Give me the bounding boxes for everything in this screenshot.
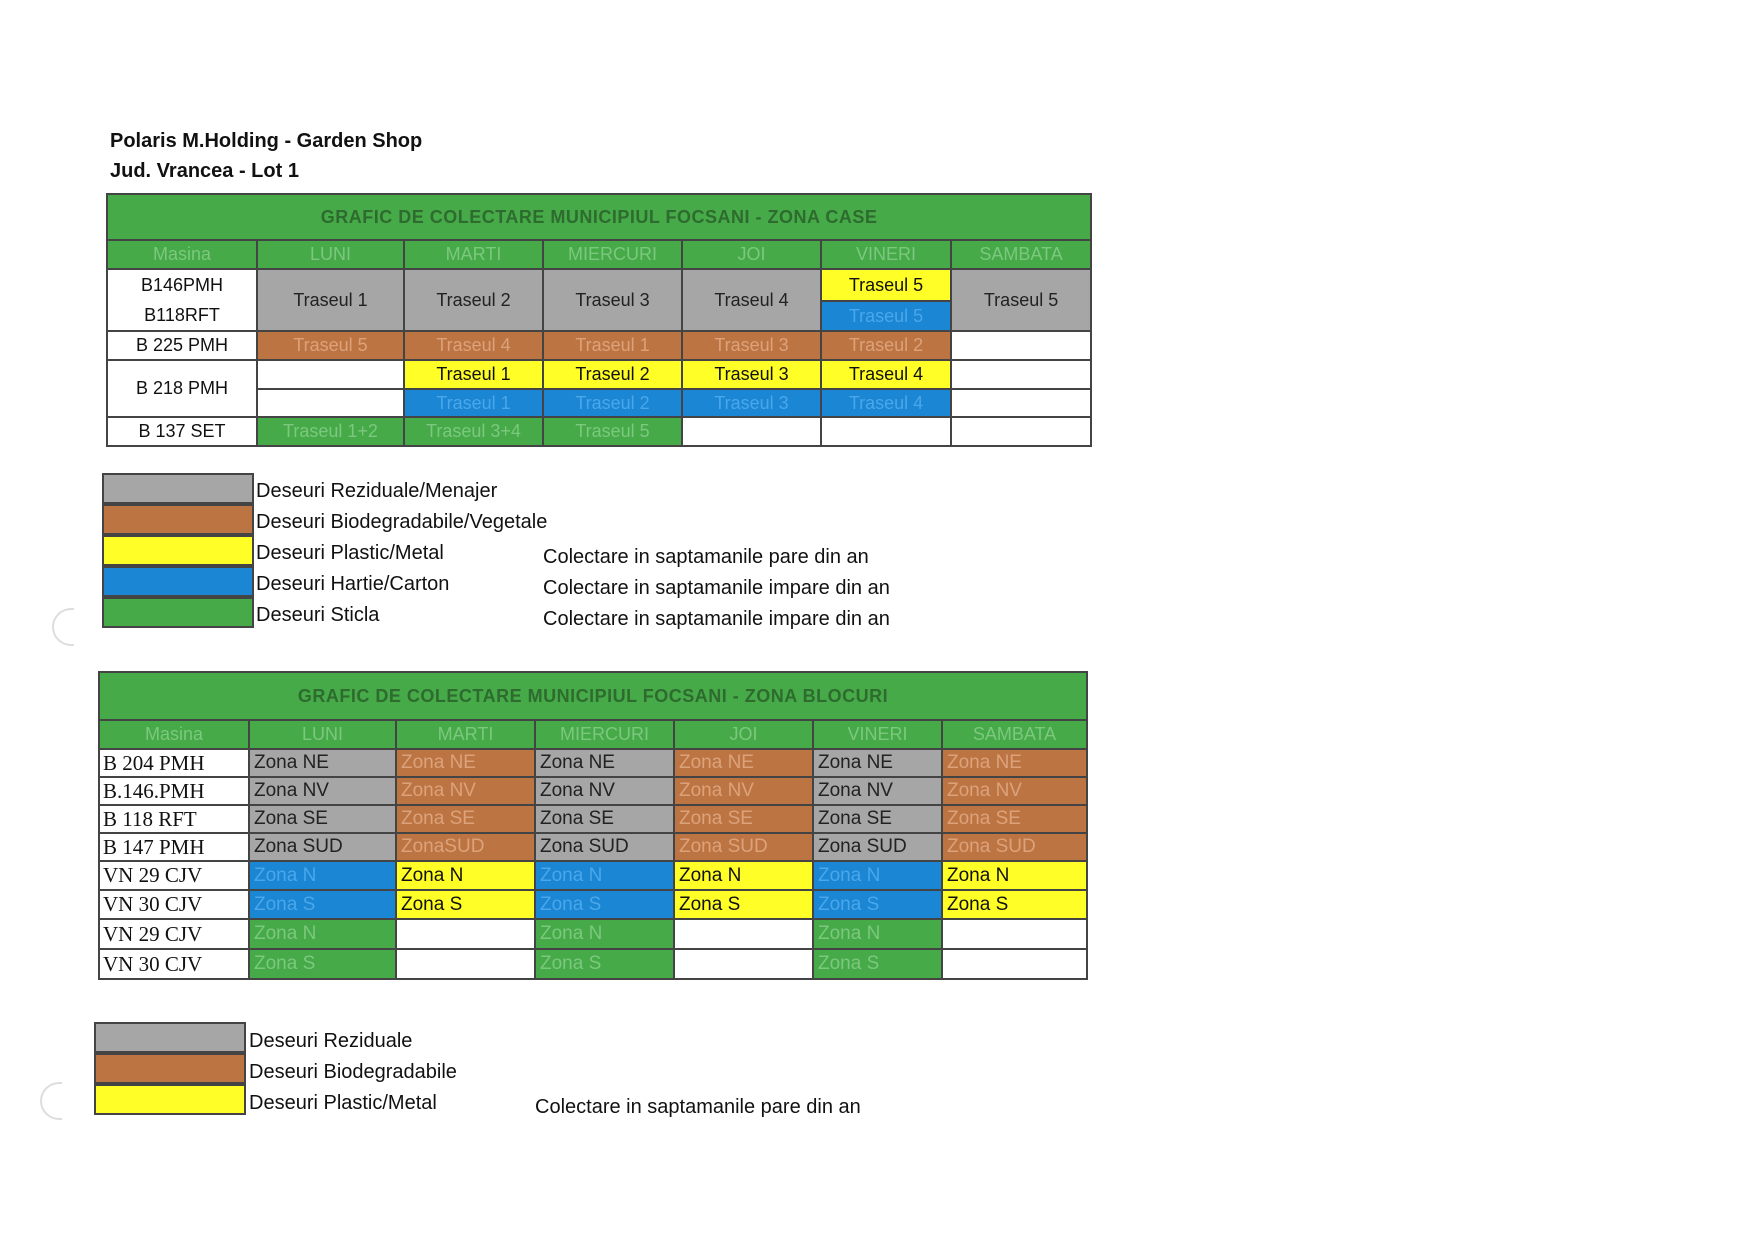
vehicle-cell: B 204 PMH: [99, 749, 249, 777]
collection-note: Colectare in saptamanile impare din an: [543, 577, 890, 599]
collection-note: Colectare in saptamanile impare din an: [543, 608, 890, 630]
zone-cell: Zona S: [249, 890, 396, 919]
zone-cell: Zona S: [942, 890, 1087, 919]
table-title: GRAFIC DE COLECTARE MUNICIPIUL FOCSANI - ZONA BLOCURI: [99, 672, 1087, 720]
column-header: LUNI: [249, 720, 396, 749]
zone-cell: Zona SUD: [249, 833, 396, 861]
zone-cell: Zona N: [674, 861, 813, 890]
zone-cell: Zona N: [942, 861, 1087, 890]
route-cell: Traseul 1: [257, 269, 404, 331]
empty-cell: [257, 389, 404, 417]
legend-label: Deseuri Biodegradabile: [249, 1061, 457, 1083]
zone-cell: Zona SE: [813, 805, 942, 833]
column-header: MIERCURI: [543, 240, 682, 269]
legend-label: Deseuri Biodegradabile/Vegetale: [256, 511, 548, 533]
zone-cell: Zona NE: [535, 749, 674, 777]
collection-note: Colectare in saptamanile pare din an: [543, 546, 869, 568]
zone-cell: Zona NE: [396, 749, 535, 777]
vehicle-cell: B 147 PMH: [99, 833, 249, 861]
route-cell: Traseul 3: [682, 389, 821, 417]
empty-cell: [951, 389, 1091, 417]
legend-swatch-yellow: [94, 1084, 246, 1115]
legend-label: Deseuri Hartie/Carton: [256, 573, 450, 595]
zone-cell: Zona SUD: [813, 833, 942, 861]
legend-label: Deseuri Sticla: [256, 604, 380, 626]
empty-cell: [951, 360, 1091, 389]
route-cell: Traseul 2: [543, 389, 682, 417]
route-cell: Traseul 3: [543, 269, 682, 331]
column-header: VINERI: [821, 240, 951, 269]
zone-cell: Zona S: [535, 949, 674, 979]
empty-cell: [674, 919, 813, 949]
zone-cell: Zona SE: [942, 805, 1087, 833]
vehicle-cell: VN 29 CJV: [99, 919, 249, 949]
zone-cell: Zona N: [535, 919, 674, 949]
route-cell: Traseul 5: [951, 269, 1091, 331]
vehicle-cell: VN 30 CJV: [99, 890, 249, 919]
zone-cell: Zona SE: [249, 805, 396, 833]
zone-cell: Zona NE: [249, 749, 396, 777]
schedule-table-case: [106, 193, 1092, 447]
legend-swatch-brown: [94, 1053, 246, 1084]
route-cell: Traseul 1: [543, 331, 682, 360]
empty-cell: [396, 919, 535, 949]
zone-cell: Zona SUD: [535, 833, 674, 861]
zone-cell: Zona NV: [249, 777, 396, 805]
zone-cell: Zona NE: [674, 749, 813, 777]
vehicle-cell: VN 30 CJV: [99, 949, 249, 979]
column-header: Masina: [99, 720, 249, 749]
zone-cell: Zona S: [813, 949, 942, 979]
legend-label: Deseuri Plastic/Metal: [256, 542, 444, 564]
scan-mark-bottom: [40, 1082, 62, 1120]
legend-label: Deseuri Reziduale/Menajer: [256, 480, 498, 502]
legend-swatch-grey: [102, 473, 254, 504]
zone-cell: Zona NV: [942, 777, 1087, 805]
zone-cell: Zona N: [813, 861, 942, 890]
route-cell: Traseul 2: [543, 360, 682, 389]
legend-swatch-green: [102, 597, 254, 628]
route-cell: Traseul 4: [821, 360, 951, 389]
zone-cell: Zona S: [249, 949, 396, 979]
zone-cell: Zona SE: [674, 805, 813, 833]
zone-cell: Zona NE: [813, 749, 942, 777]
column-header: Masina: [107, 240, 257, 269]
vehicle-cell: [107, 269, 257, 331]
route-cell: Traseul 5: [821, 269, 951, 301]
route-cell: Traseul 3+4: [404, 417, 543, 446]
legend-label: Deseuri Reziduale: [249, 1030, 413, 1052]
route-cell: Traseul 4: [682, 269, 821, 331]
table-title: GRAFIC DE COLECTARE MUNICIPIUL FOCSANI - ZONA CASE: [107, 194, 1091, 240]
vehicle-cell: B 118 RFT: [99, 805, 249, 833]
route-cell: Traseul 4: [821, 389, 951, 417]
route-cell: Traseul 5: [257, 331, 404, 360]
column-header: SAMBATA: [942, 720, 1087, 749]
empty-cell: [951, 331, 1091, 360]
vehicle-cell: B 225 PMH: [107, 331, 257, 360]
route-cell: Traseul 5: [821, 301, 951, 331]
route-cell: Traseul 1: [404, 360, 543, 389]
route-cell: Traseul 3: [682, 331, 821, 360]
zone-cell: ZonaSUD: [396, 833, 535, 861]
column-header: JOI: [674, 720, 813, 749]
legend-swatch-blue: [102, 566, 254, 597]
column-header: MARTI: [404, 240, 543, 269]
zone-cell: Zona N: [249, 861, 396, 890]
empty-cell: [951, 417, 1091, 446]
empty-cell: [257, 360, 404, 389]
zone-cell: Zona NV: [396, 777, 535, 805]
zone-cell: Zona NV: [535, 777, 674, 805]
zone-cell: Zona N: [396, 861, 535, 890]
route-cell: Traseul 5: [543, 417, 682, 446]
vehicle-plate: B146PMH: [140, 275, 224, 295]
schedule-table-blocuri: [98, 671, 1088, 980]
zone-cell: Zona SUD: [942, 833, 1087, 861]
zone-cell: Zona S: [813, 890, 942, 919]
zone-cell: Zona SUD: [674, 833, 813, 861]
scan-mark-top: [52, 608, 74, 646]
zone-cell: Zona N: [249, 919, 396, 949]
vehicle-cell: B 137 SET: [107, 417, 257, 446]
company-name: Polaris M.Holding - Garden Shop: [110, 130, 423, 152]
column-header: SAMBATA: [951, 240, 1091, 269]
column-header: JOI: [682, 240, 821, 269]
zone-cell: Zona S: [535, 890, 674, 919]
empty-cell: [396, 949, 535, 979]
column-header: LUNI: [257, 240, 404, 269]
zone-cell: Zona NV: [674, 777, 813, 805]
empty-cell: [674, 949, 813, 979]
lot-label: Jud. Vrancea - Lot 1: [110, 160, 299, 182]
column-header: MARTI: [396, 720, 535, 749]
vehicle-cell: B 218 PMH: [107, 360, 257, 417]
legend-label: Deseuri Plastic/Metal: [249, 1092, 437, 1114]
collection-note: Colectare in saptamanile pare din an: [535, 1096, 861, 1118]
route-cell: Traseul 3: [682, 360, 821, 389]
empty-cell: [942, 919, 1087, 949]
vehicle-plate: B118RFT: [144, 305, 220, 325]
zone-cell: Zona NV: [813, 777, 942, 805]
empty-cell: [821, 417, 951, 446]
route-cell: Traseul 4: [404, 331, 543, 360]
column-header: VINERI: [813, 720, 942, 749]
empty-cell: [682, 417, 821, 446]
route-cell: Traseul 1+2: [257, 417, 404, 446]
zone-cell: Zona SE: [535, 805, 674, 833]
route-cell: Traseul 2: [821, 331, 951, 360]
vehicle-cell: VN 29 CJV: [99, 861, 249, 890]
vehicle-cell: B.146.PMH: [99, 777, 249, 805]
zone-cell: Zona N: [813, 919, 942, 949]
zone-cell: Zona S: [674, 890, 813, 919]
zone-cell: Zona S: [396, 890, 535, 919]
legend-swatch-brown: [102, 504, 254, 535]
zone-cell: Zona NE: [942, 749, 1087, 777]
legend-swatch-yellow: [102, 535, 254, 566]
document-header: [110, 126, 422, 186]
zone-cell: Zona N: [535, 861, 674, 890]
route-cell: Traseul 1: [404, 389, 543, 417]
legend-swatch-grey: [94, 1022, 246, 1053]
route-cell: Traseul 2: [404, 269, 543, 331]
column-header: MIERCURI: [535, 720, 674, 749]
zone-cell: Zona SE: [396, 805, 535, 833]
empty-cell: [942, 949, 1087, 979]
